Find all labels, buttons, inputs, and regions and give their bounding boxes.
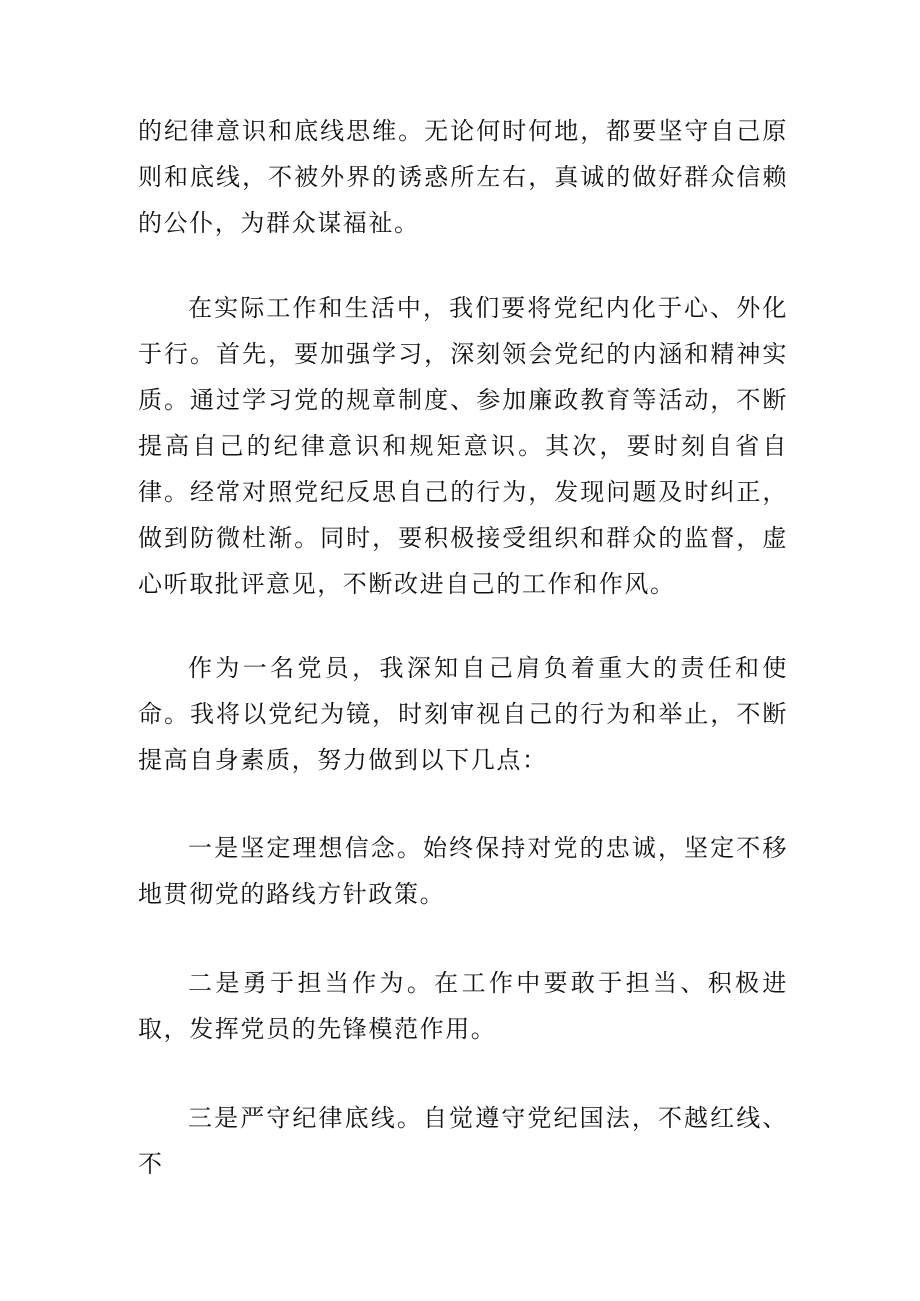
paragraph-practice: 在实际工作和生活中，我们要将党纪内化于心、外化于行。首先，要加强学习，深刻领会党纪的内涵和精神实质。通过学习党的规章制度、参加廉政教育等活动，不断提高自己的纪律意识和规矩意识。其次，要时刻自省自律。经常对照党纪反思自己的行为，发现问题及时纠正，做到防微杜渐。同时，要积极接受组织和群众的监督，虚心听取批评意见，不断改进自己的工作和作风。 — [138, 294, 788, 598]
paragraph-point-two: 二是勇于担当作为。在工作中要敢于担当、积极进取，发挥党员的先锋模范作用。 — [138, 969, 788, 1043]
paragraph-point-three: 三是严守纪律底线。自觉遵守党纪国法，不越红线、不 — [138, 1104, 788, 1178]
paragraph-continued: 的纪律意识和底线思维。无论何时何地，都要坚守自己原则和底线，不被外界的诱惑所左右，真诚的做好群众信赖的公仆，为群众谋福祉。 — [138, 117, 788, 237]
paragraph-point-one: 一是坚定理想信念。始终保持对党的忠诚，坚定不移地贯彻党的路线方针政策。 — [138, 834, 788, 908]
paragraph-responsibility: 作为一名党员，我深知自己肩负着重大的责任和使命。我将以党纪为镜，时刻审视自己的行为和举止，不断提高自身素质，努力做到以下几点： — [138, 654, 788, 774]
